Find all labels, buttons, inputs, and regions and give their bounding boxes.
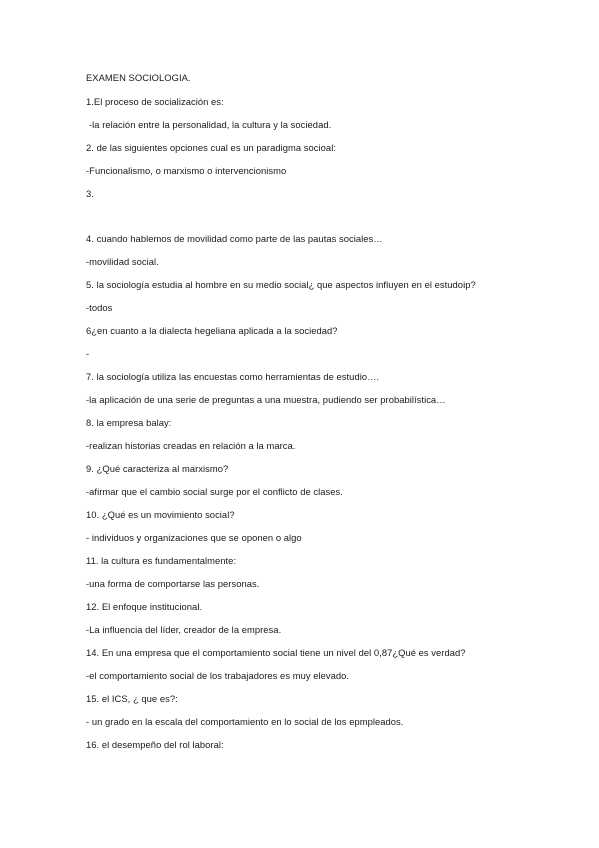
question-3: 3. bbox=[86, 188, 94, 199]
question-5: 5. la sociología estudia al hombre en su medio social¿ que aspectos influyen en el estudoip? bbox=[86, 279, 476, 290]
answer-5: -todos bbox=[86, 302, 113, 313]
answer-8: -realizan historias creadas en relación a la marca. bbox=[86, 440, 296, 451]
question-9: 9. ¿Qué caracteriza al marxismo? bbox=[86, 463, 229, 474]
answer-15: - un grado en la escala del comportamiento en lo social de los epmpleados. bbox=[86, 716, 404, 727]
question-16: 16. el desempeño del rol laboral: bbox=[86, 739, 224, 750]
question-10: 10. ¿Qué es un movimiento social? bbox=[86, 509, 235, 520]
question-14: 14. En una empresa que el comportamiento social tiene un nivel del 0,87¿Qué es verdad? bbox=[86, 647, 466, 658]
answer-10: - individuos y organizaciones que se oponen o algo bbox=[86, 532, 302, 543]
answer-14: -el comportamiento social de los trabajadores es muy elevado. bbox=[86, 670, 350, 681]
question-4: 4. cuando hablemos de movilidad como parte de las pautas sociales… bbox=[86, 233, 383, 244]
question-6: 6¿en cuanto a la dialecta hegeliana aplicada a la sociedad? bbox=[86, 325, 338, 336]
question-2: 2. de las siguientes opciones cual es un paradigma socioal: bbox=[86, 142, 336, 153]
answer-2: -Funcionalismo, o marxismo o intervencionismo bbox=[86, 165, 287, 176]
answer-11: -una forma de comportarse las personas. bbox=[86, 578, 260, 589]
question-12: 12. El enfoque institucional. bbox=[86, 601, 203, 612]
question-1: 1.El proceso de socialización es: bbox=[86, 96, 224, 107]
question-8: 8. la empresa balay: bbox=[86, 417, 172, 428]
answer-12: -La influencia del líder, creador de la empresa. bbox=[86, 624, 282, 635]
document-title: EXAMEN SOCIOLOGIA. bbox=[86, 72, 191, 83]
answer-7: -la aplicación de una serie de preguntas a una muestra, pudiendo ser probabilística… bbox=[86, 394, 446, 405]
answer-4: -movilidad social. bbox=[86, 256, 159, 267]
question-11: 11. la cultura es fundamentalmente: bbox=[86, 555, 237, 566]
question-7: 7. la sociología utiliza las encuestas como herramientas de estudio…. bbox=[86, 371, 380, 382]
question-15: 15. el ICS, ¿ que es?: bbox=[86, 693, 178, 704]
answer-6: - bbox=[86, 348, 90, 359]
answer-1: -la relación entre la personalidad, la cultura y la sociedad. bbox=[89, 119, 332, 130]
answer-9: -afirmar que el cambio social surge por el conflicto de clases. bbox=[86, 486, 343, 497]
